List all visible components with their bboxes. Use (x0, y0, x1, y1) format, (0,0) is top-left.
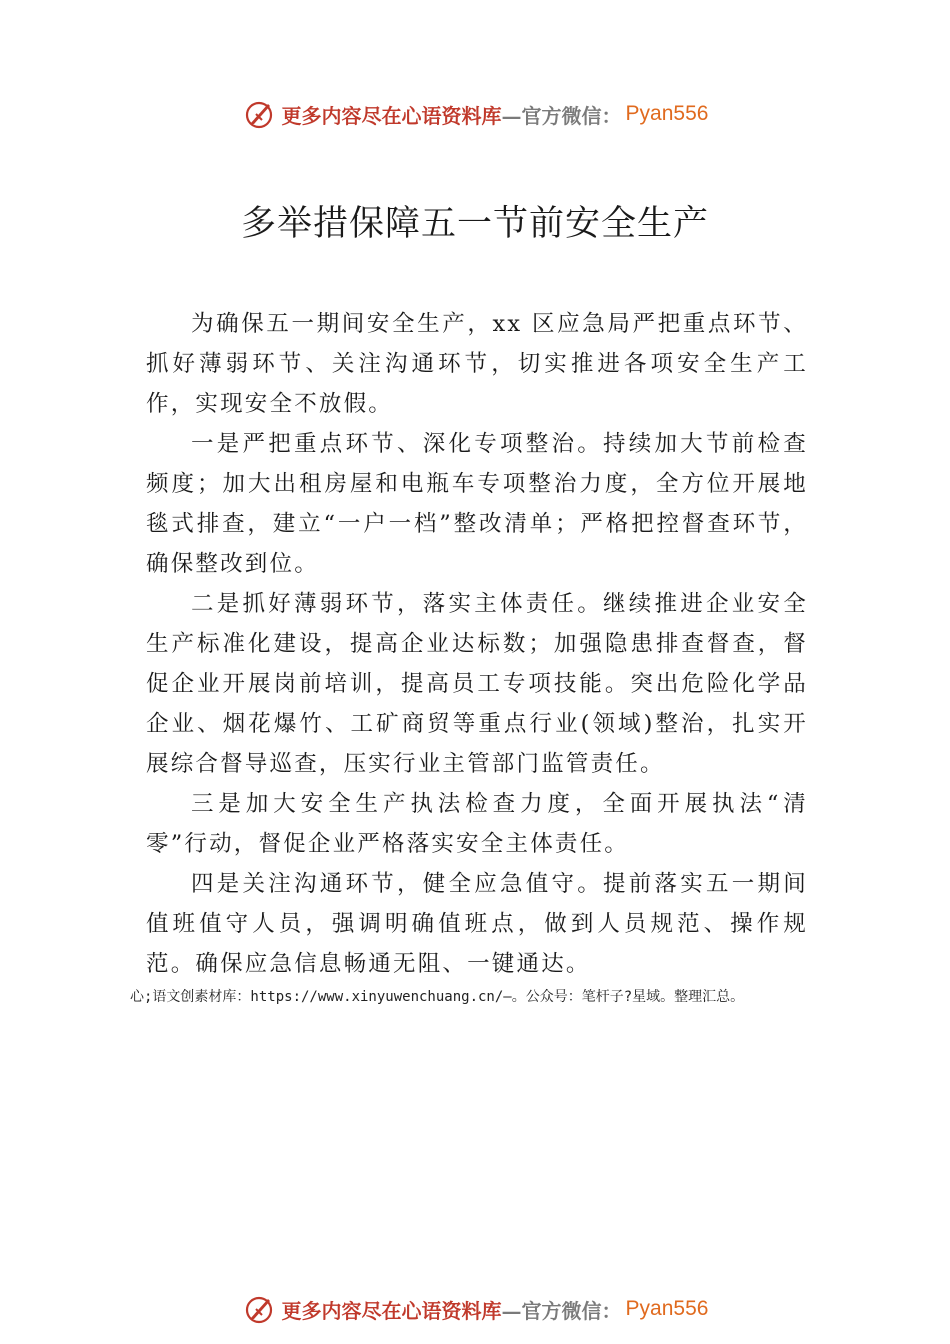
paragraph-point-one: 一是严把重点环节、深化专项整治。持续加大节前检查频度；加大出租房屋和电瓶车专项整治力度，全方位开展地毯式排查，建立“一户一档”整改清单；严格把控督查环节，确保整改到位。 (146, 431, 808, 577)
paragraph-point-four: 四是关注沟通环节，健全应急值守。提前落实五一期间值班值守人员，强调明确值班点，做到人员规范、操作规范。确保应急信息畅通无阻、一键通达。 (146, 871, 808, 977)
paragraph-point-two: 二是抓好薄弱环节，落实主体责任。继续推进企业安全生产标准化建设，提高企业达标数；加强隐患排查督查，督促企业开展岗前培训，提高员工专项技能。突出危险化学品企业、烟花爆竹、工矿商贸等重点行业(领域)整治，扎实开展综合督导巡查，压实行业主管部门监管责任。 (146, 591, 808, 777)
paragraph-intro: 为确保五一期间安全生产，xx 区应急局严把重点环节、抓好薄弱环节、关注沟通环节，切实推进各项安全生产工作，实现安全不放假。 (146, 311, 808, 417)
document-title: 多举措保障五一节前安全生产 (240, 204, 709, 244)
feather-pen-logo-icon (242, 1292, 276, 1326)
feather-pen-logo-icon (242, 97, 276, 131)
document-body (146, 304, 808, 984)
paragraph-point-three: 三是加大安全生产执法检查力度，全面开展执法“清零”行动，督促企业严格落实安全主体责任。 (146, 791, 808, 857)
footer-wechat-handle: Pyan556 (625, 1297, 709, 1320)
header-banner (0, 94, 950, 134)
footer-dash-text: —官方微信： (501, 1298, 622, 1323)
footer-brand-text: 更多内容尽在心语资料库 (281, 1298, 502, 1323)
source-footnote: 心;语文创素材库：https://www.xinyuwenchuang.cn/—。公众号：笔杆子?星域。整理汇总。 (130, 989, 745, 1005)
header-brand-text: 更多内容尽在心语资料库 (281, 103, 502, 128)
header-dash-text: —官方微信： (501, 103, 622, 128)
header-wechat-handle: Pyan556 (625, 102, 709, 125)
footer-banner (0, 1289, 950, 1329)
